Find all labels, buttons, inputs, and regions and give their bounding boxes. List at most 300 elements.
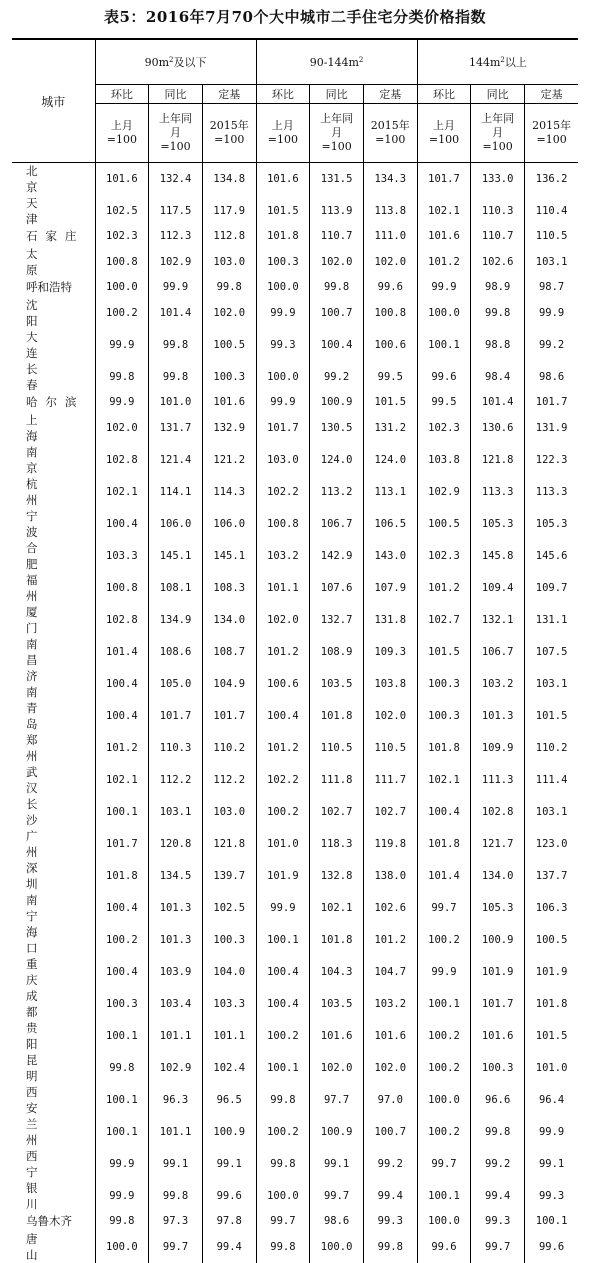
base-header: 2015年 =100 <box>363 104 417 163</box>
index-value: 109.9 <box>471 732 525 764</box>
index-value: 106.0 <box>149 508 203 540</box>
index-value: 117.9 <box>202 195 256 227</box>
index-value: 103.4 <box>149 988 203 1020</box>
index-value: 145.1 <box>149 540 203 572</box>
index-value: 100.4 <box>256 700 310 732</box>
base-header: 2015年 =100 <box>202 104 256 163</box>
table-row <box>12 361 578 393</box>
index-value: 100.8 <box>95 246 149 278</box>
index-value: 102.0 <box>256 604 310 636</box>
index-value: 124.0 <box>363 444 417 476</box>
index-value: 100.1 <box>256 1052 310 1084</box>
index-value: 105.3 <box>525 508 579 540</box>
index-value: 97.0 <box>363 1084 417 1116</box>
city-name: 厦门 <box>26 604 62 635</box>
index-value: 103.1 <box>525 796 579 828</box>
index-value: 102.8 <box>95 604 149 636</box>
index-value: 99.9 <box>417 956 471 988</box>
index-value: 100.0 <box>95 278 149 297</box>
index-value: 100.2 <box>95 297 149 329</box>
index-value: 101.7 <box>471 988 525 1020</box>
index-value: 102.9 <box>417 476 471 508</box>
index-value: 101.2 <box>417 572 471 604</box>
index-value: 100.4 <box>256 988 310 1020</box>
index-value: 111.0 <box>363 227 417 246</box>
table-body <box>12 163 578 1263</box>
group-header-medium: $90-144m^2$ <box>256 39 417 85</box>
index-value: 102.0 <box>363 1052 417 1084</box>
index-value: 110.7 <box>471 227 525 246</box>
index-value: 101.1 <box>149 1020 203 1052</box>
index-value: 101.2 <box>363 924 417 956</box>
index-value: 99.8 <box>256 1231 310 1263</box>
table-row <box>12 1231 578 1263</box>
index-value: 99.8 <box>256 1148 310 1180</box>
index-value: 145.8 <box>471 540 525 572</box>
base-header: 上月 =100 <box>256 104 310 163</box>
index-value: 98.6 <box>310 1212 364 1231</box>
city-name: 济南 <box>26 668 62 699</box>
city-name: 上海 <box>26 412 62 443</box>
index-value: 99.7 <box>310 1180 364 1212</box>
table-row <box>12 476 578 508</box>
index-value: 130.5 <box>310 412 364 444</box>
index-value: 103.3 <box>202 988 256 1020</box>
index-value: 101.6 <box>202 393 256 412</box>
index-value: 99.7 <box>149 1231 203 1263</box>
index-value: 100.8 <box>95 572 149 604</box>
index-value: 100.9 <box>310 1116 364 1148</box>
index-value: 99.6 <box>202 1180 256 1212</box>
city-name: 天津 <box>26 196 62 226</box>
index-value: 121.7 <box>471 828 525 860</box>
city-name: 北京 <box>26 164 62 194</box>
index-value: 102.9 <box>149 246 203 278</box>
index-value: 99.9 <box>149 278 203 297</box>
index-value: 100.1 <box>95 1084 149 1116</box>
index-value: 103.5 <box>310 988 364 1020</box>
index-value: 101.9 <box>471 956 525 988</box>
index-value: 123.0 <box>525 828 579 860</box>
index-value: 100.0 <box>256 278 310 297</box>
index-value: 137.7 <box>525 860 579 892</box>
index-value: 103.1 <box>525 246 579 278</box>
index-value: 99.8 <box>256 1084 310 1116</box>
index-value: 99.9 <box>256 297 310 329</box>
index-value: 117.5 <box>149 195 203 227</box>
index-value: 103.1 <box>149 796 203 828</box>
index-value: 101.5 <box>417 636 471 668</box>
index-value: 102.4 <box>202 1052 256 1084</box>
index-value: 102.0 <box>363 246 417 278</box>
index-value: 110.3 <box>149 732 203 764</box>
city-name: 广州 <box>26 828 62 859</box>
table-row <box>12 412 578 444</box>
index-value: 100.8 <box>256 508 310 540</box>
index-value: 101.5 <box>363 393 417 412</box>
city-name: 大连 <box>26 329 62 360</box>
index-value: 100.9 <box>202 1116 256 1148</box>
city-name: 长春 <box>26 361 62 392</box>
index-value: 110.5 <box>310 732 364 764</box>
index-value: 134.5 <box>149 860 203 892</box>
index-value: 102.0 <box>310 246 364 278</box>
index-value: 100.2 <box>256 796 310 828</box>
index-value: 101.6 <box>471 1020 525 1052</box>
table-row <box>12 828 578 860</box>
index-value: 101.1 <box>149 1116 203 1148</box>
index-value: 101.0 <box>149 393 203 412</box>
index-value: 99.9 <box>417 278 471 297</box>
index-value: 100.3 <box>256 246 310 278</box>
index-value: 105.0 <box>149 668 203 700</box>
index-value: 132.9 <box>202 412 256 444</box>
index-value: 112.3 <box>149 227 203 246</box>
index-value: 100.2 <box>95 924 149 956</box>
table-row <box>12 278 578 297</box>
table-row <box>12 1020 578 1052</box>
index-value: 120.8 <box>149 828 203 860</box>
column-header-fixed: 定基 <box>525 85 579 104</box>
index-value: 100.0 <box>256 1180 310 1212</box>
index-value: 108.9 <box>310 636 364 668</box>
index-value: 99.2 <box>525 329 579 361</box>
index-value: 103.2 <box>363 988 417 1020</box>
index-value: 108.1 <box>149 572 203 604</box>
index-value: 99.1 <box>202 1148 256 1180</box>
index-value: 113.1 <box>363 476 417 508</box>
index-value: 100.7 <box>363 1116 417 1148</box>
city-name: 西宁 <box>26 1148 62 1179</box>
index-value: 101.0 <box>256 828 310 860</box>
index-value: 100.9 <box>471 924 525 956</box>
index-value: 99.8 <box>95 361 149 393</box>
table-row <box>12 1052 578 1084</box>
table-row <box>12 988 578 1020</box>
city-name: 福州 <box>26 572 62 603</box>
index-value: 113.8 <box>363 195 417 227</box>
index-value: 134.9 <box>149 604 203 636</box>
index-value: 119.8 <box>363 828 417 860</box>
index-value: 100.4 <box>95 892 149 924</box>
index-value: 100.5 <box>417 508 471 540</box>
base-header: 2015年 =100 <box>525 104 579 163</box>
index-value: 100.7 <box>310 297 364 329</box>
index-value: 99.9 <box>95 1180 149 1212</box>
index-value: 104.0 <box>202 956 256 988</box>
city-name: 合肥 <box>26 540 62 571</box>
index-value: 106.0 <box>202 508 256 540</box>
index-value: 102.6 <box>363 892 417 924</box>
table-row <box>12 636 578 668</box>
index-value: 99.7 <box>471 1231 525 1263</box>
index-value: 136.2 <box>525 163 579 196</box>
index-value: 100.1 <box>256 924 310 956</box>
index-value: 102.1 <box>95 476 149 508</box>
city-name: 昆明 <box>26 1052 62 1083</box>
index-value: 101.4 <box>471 393 525 412</box>
index-value: 99.6 <box>363 278 417 297</box>
index-value: 101.7 <box>95 828 149 860</box>
index-value: 99.9 <box>256 393 310 412</box>
base-header: 上月 =100 <box>95 104 149 163</box>
index-value: 100.6 <box>363 329 417 361</box>
index-value: 138.0 <box>363 860 417 892</box>
index-value: 102.3 <box>417 412 471 444</box>
index-value: 103.0 <box>202 796 256 828</box>
index-value: 100.2 <box>256 1116 310 1148</box>
index-value: 99.3 <box>525 1180 579 1212</box>
index-value: 101.7 <box>525 393 579 412</box>
index-value: 100.1 <box>95 796 149 828</box>
city-name: 深圳 <box>26 860 62 891</box>
index-value: 103.2 <box>256 540 310 572</box>
index-value: 99.9 <box>525 297 579 329</box>
index-value: 121.8 <box>471 444 525 476</box>
city-name: 郑州 <box>26 732 62 763</box>
index-value: 102.0 <box>95 412 149 444</box>
city-name: 南昌 <box>26 636 62 667</box>
index-value: 103.3 <box>95 540 149 572</box>
index-value: 99.3 <box>363 1212 417 1231</box>
index-value: 99.8 <box>95 1212 149 1231</box>
index-value: 112.2 <box>202 764 256 796</box>
index-value: 121.8 <box>202 828 256 860</box>
index-value: 101.2 <box>417 246 471 278</box>
index-value: 100.2 <box>417 1020 471 1052</box>
index-value: 100.2 <box>417 924 471 956</box>
city-name: 宁波 <box>26 508 62 539</box>
table-row <box>12 572 578 604</box>
index-value: 103.0 <box>256 444 310 476</box>
index-value: 143.0 <box>363 540 417 572</box>
index-value: 101.7 <box>256 412 310 444</box>
index-value: 96.5 <box>202 1084 256 1116</box>
index-value: 132.1 <box>471 604 525 636</box>
index-value: 112.8 <box>202 227 256 246</box>
table-row <box>12 444 578 476</box>
index-value: 105.3 <box>471 892 525 924</box>
index-value: 110.7 <box>310 227 364 246</box>
index-value: 96.3 <box>149 1084 203 1116</box>
index-value: 113.3 <box>525 476 579 508</box>
city-name: 重庆 <box>26 956 62 987</box>
index-value: 100.1 <box>95 1116 149 1148</box>
index-value: 106.7 <box>471 636 525 668</box>
index-value: 100.0 <box>310 1231 364 1263</box>
index-value: 97.8 <box>202 1212 256 1231</box>
index-value: 96.6 <box>471 1084 525 1116</box>
table-row <box>12 604 578 636</box>
index-value: 109.3 <box>363 636 417 668</box>
index-value: 102.1 <box>310 892 364 924</box>
index-value: 101.8 <box>310 700 364 732</box>
index-value: 100.3 <box>417 668 471 700</box>
index-value: 100.4 <box>95 668 149 700</box>
city-name: 哈尔滨 <box>26 395 85 410</box>
index-value: 102.5 <box>95 195 149 227</box>
index-value: 122.3 <box>525 444 579 476</box>
index-value: 100.1 <box>417 1180 471 1212</box>
base-header: 上年同 月 =100 <box>471 104 525 163</box>
table-title: 表5：2016年7月70个大中城市二手住宅分类价格指数 <box>104 8 486 26</box>
column-header-yoy: 同比 <box>149 85 203 104</box>
index-value: 109.7 <box>525 572 579 604</box>
index-value: 101.8 <box>417 828 471 860</box>
city-name: 长沙 <box>26 796 62 827</box>
index-value: 131.2 <box>363 412 417 444</box>
column-header-fixed: 定基 <box>202 85 256 104</box>
index-value: 102.2 <box>256 476 310 508</box>
table-row <box>12 508 578 540</box>
index-value: 132.4 <box>149 163 203 196</box>
index-value: 145.1 <box>202 540 256 572</box>
index-value: 99.4 <box>202 1231 256 1263</box>
city-name: 兰州 <box>26 1116 62 1147</box>
index-value: 111.3 <box>471 764 525 796</box>
index-value: 101.8 <box>95 860 149 892</box>
index-value: 107.6 <box>310 572 364 604</box>
index-value: 99.5 <box>363 361 417 393</box>
index-value: 131.9 <box>525 412 579 444</box>
index-value: 118.3 <box>310 828 364 860</box>
index-value: 100.4 <box>256 956 310 988</box>
index-value: 102.0 <box>202 297 256 329</box>
index-value: 103.9 <box>149 956 203 988</box>
table-row <box>12 1148 578 1180</box>
index-value: 100.3 <box>471 1052 525 1084</box>
index-value: 100.4 <box>95 956 149 988</box>
table-row <box>12 924 578 956</box>
index-value: 99.1 <box>310 1148 364 1180</box>
index-value: 99.9 <box>95 393 149 412</box>
index-value: 114.3 <box>202 476 256 508</box>
index-value: 100.1 <box>417 329 471 361</box>
index-value: 101.5 <box>256 195 310 227</box>
index-value: 99.3 <box>471 1212 525 1231</box>
city-name: 沈阳 <box>26 297 62 328</box>
index-value: 99.1 <box>149 1148 203 1180</box>
index-value: 96.4 <box>525 1084 579 1116</box>
index-value: 101.5 <box>525 700 579 732</box>
index-value: 107.5 <box>525 636 579 668</box>
city-name: 西安 <box>26 1084 62 1115</box>
index-value: 106.5 <box>363 508 417 540</box>
index-value: 101.6 <box>256 163 310 196</box>
index-value: 99.8 <box>363 1231 417 1263</box>
index-value: 99.8 <box>149 361 203 393</box>
index-value: 124.0 <box>310 444 364 476</box>
index-value: 99.1 <box>525 1148 579 1180</box>
index-value: 103.5 <box>310 668 364 700</box>
index-value: 100.4 <box>417 796 471 828</box>
city-name: 银川 <box>26 1180 62 1211</box>
table-row <box>12 297 578 329</box>
index-value: 101.0 <box>525 1052 579 1084</box>
index-value: 102.1 <box>417 764 471 796</box>
index-value: 104.7 <box>363 956 417 988</box>
index-value: 134.0 <box>202 604 256 636</box>
index-value: 107.9 <box>363 572 417 604</box>
index-value: 121.4 <box>149 444 203 476</box>
index-value: 99.7 <box>417 1148 471 1180</box>
index-value: 102.9 <box>149 1052 203 1084</box>
index-value: 103.2 <box>471 668 525 700</box>
city-name: 呼和浩特 <box>26 280 72 295</box>
index-value: 131.1 <box>525 604 579 636</box>
index-value: 100.9 <box>310 393 364 412</box>
index-value: 108.7 <box>202 636 256 668</box>
table-row <box>12 1212 578 1231</box>
table-row <box>12 227 578 246</box>
index-value: 112.2 <box>149 764 203 796</box>
index-value: 102.1 <box>95 764 149 796</box>
index-value: 101.8 <box>310 924 364 956</box>
index-value: 101.2 <box>256 732 310 764</box>
group-header-small: $90m^2$及以下 <box>95 39 256 85</box>
index-value: 100.0 <box>95 1231 149 1263</box>
index-value: 110.2 <box>525 732 579 764</box>
index-value: 98.4 <box>471 361 525 393</box>
table-row <box>12 393 578 412</box>
index-value: 102.3 <box>417 540 471 572</box>
index-value: 101.4 <box>95 636 149 668</box>
index-value: 99.7 <box>417 892 471 924</box>
index-value: 108.6 <box>149 636 203 668</box>
index-value: 134.8 <box>202 163 256 196</box>
index-value: 99.3 <box>256 329 310 361</box>
city-name: 南宁 <box>26 892 62 923</box>
table-row <box>12 732 578 764</box>
city-column-header: 城市 <box>12 39 95 163</box>
index-value: 99.6 <box>525 1231 579 1263</box>
index-value: 101.2 <box>95 732 149 764</box>
table-row <box>12 1084 578 1116</box>
column-header-fixed: 定基 <box>363 85 417 104</box>
index-value: 100.3 <box>202 924 256 956</box>
index-value: 101.4 <box>149 297 203 329</box>
index-value: 102.5 <box>202 892 256 924</box>
index-value: 101.1 <box>256 572 310 604</box>
index-value: 130.6 <box>471 412 525 444</box>
index-value: 100.2 <box>417 1052 471 1084</box>
table-row <box>12 540 578 572</box>
index-value: 99.2 <box>363 1148 417 1180</box>
index-value: 121.2 <box>202 444 256 476</box>
index-value: 110.2 <box>202 732 256 764</box>
index-value: 99.8 <box>202 278 256 297</box>
index-value: 98.9 <box>471 278 525 297</box>
index-value: 101.8 <box>417 732 471 764</box>
city-name: 太原 <box>26 246 62 277</box>
index-value: 99.6 <box>417 361 471 393</box>
index-value: 111.8 <box>310 764 364 796</box>
base-header: 上年同 月 =100 <box>310 104 364 163</box>
index-value: 106.7 <box>310 508 364 540</box>
index-value: 114.1 <box>149 476 203 508</box>
index-value: 100.3 <box>202 361 256 393</box>
index-value: 99.8 <box>471 1116 525 1148</box>
index-value: 101.4 <box>417 860 471 892</box>
index-value: 113.9 <box>310 195 364 227</box>
table-row <box>12 329 578 361</box>
index-value: 139.7 <box>202 860 256 892</box>
index-value: 100.2 <box>256 1020 310 1052</box>
index-value: 108.3 <box>202 572 256 604</box>
table-row <box>12 668 578 700</box>
index-value: 100.4 <box>95 700 149 732</box>
index-value: 100.8 <box>363 297 417 329</box>
